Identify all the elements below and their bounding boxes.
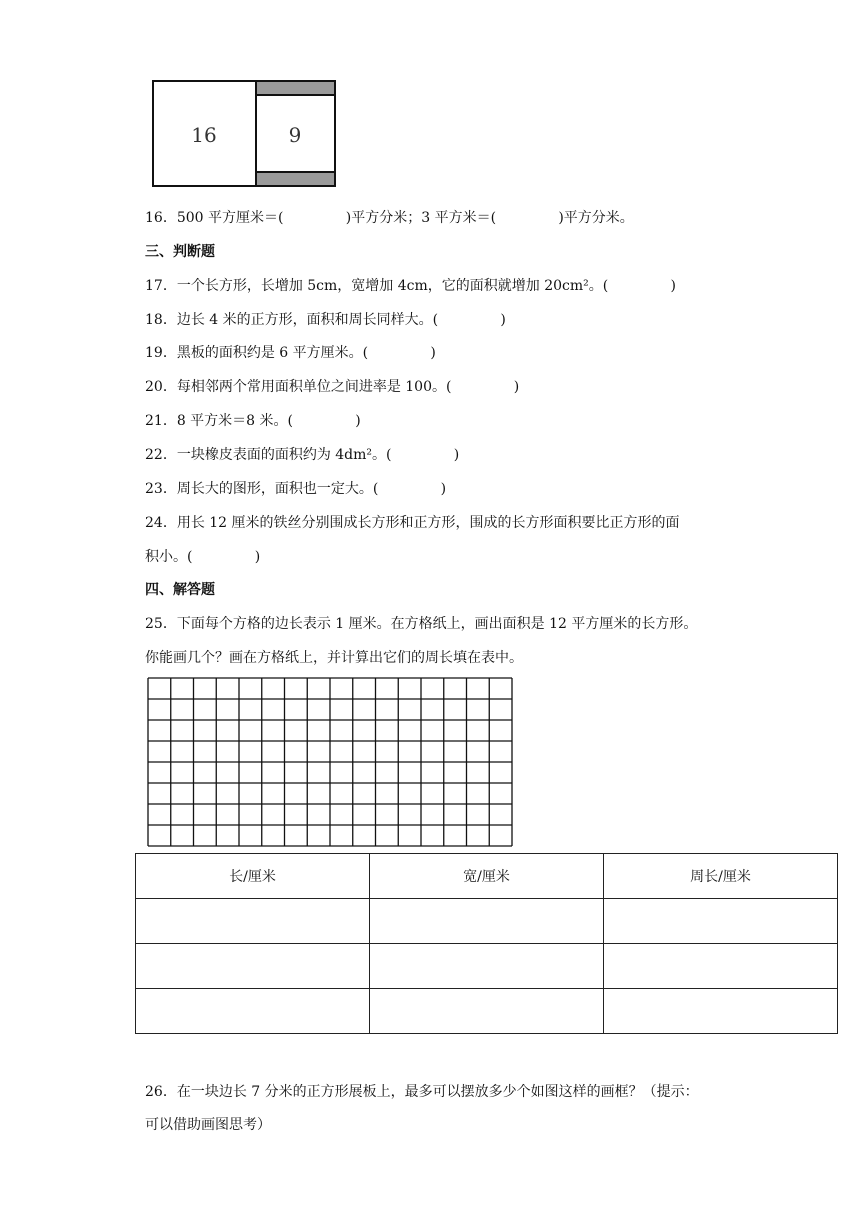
shaded-bottom-strip [256,172,335,186]
table-row [136,944,838,989]
answer-cell[interactable] [604,899,838,944]
answer-cell[interactable] [604,989,838,1034]
question-26-line1: 26．在一块边长 7 分米的正方形展板上，最多可以摆放多少个如图这样的画框？（提示： [145,1084,699,1100]
header-width: 宽/厘米 [370,854,604,899]
table-row [136,989,838,1034]
answer-cell[interactable] [136,899,370,944]
question-23: 23．周长大的图形，面积也一定大。( ) [145,481,447,497]
question-20: 20．每相邻两个常用面积单位之间进率是 100。( ) [145,379,520,395]
question-25-line2: 你能画几个？画在方格纸上，并计算出它们的周长填在表中。 [145,650,523,666]
question-25-line1: 25．下面每个方格的边长表示 1 厘米。在方格纸上，画出面积是 12 平方厘米的长方形。 [145,616,698,632]
table-row [136,899,838,944]
question-26-line2: 可以借助画图思考） [145,1117,271,1133]
question-18: 18．边长 4 米的正方形，面积和周长同样大。( ) [145,312,506,328]
area-figure [152,80,336,188]
answer-cell[interactable] [136,944,370,989]
question-24-line2: 积小。( ) [145,549,261,565]
question-19: 19．黑板的面积约是 6 平方厘米。( ) [145,345,436,361]
shaded-top-strip [256,81,335,95]
header-perimeter: 周长/厘米 [604,854,838,899]
question-21: 21．8 平方米＝8 米。( ) [145,413,361,429]
answer-cell[interactable] [370,944,604,989]
section-4-title: 四、解答题 [145,582,215,598]
question-22: 22．一块橡皮表面的面积约为 4dm²。( ) [145,447,460,463]
answer-cell[interactable] [604,944,838,989]
answer-cell[interactable] [370,899,604,944]
answer-cell[interactable] [370,989,604,1034]
table-header-row [136,854,838,899]
figure-label-9: 9 [288,123,302,147]
question-24-line1: 24．用长 12 厘米的铁丝分别围成长方形和正方形，围成的长方形面积要比正方形的面 [145,515,680,531]
question-17: 17．一个长方形，长增加 5cm，宽增加 4cm，它的面积就增加 20cm²。( ) [145,278,676,294]
header-length: 长/厘米 [136,854,370,899]
square-grid-paper[interactable] [147,677,513,847]
answer-table [135,853,838,1034]
section-3-title: 三、判断题 [145,244,215,260]
figure-label-16: 16 [191,123,217,147]
question-16: 16．500 平方厘米＝( )平方分米；3 平方米＝( )平方分米。 [145,210,634,226]
answer-cell[interactable] [136,989,370,1034]
